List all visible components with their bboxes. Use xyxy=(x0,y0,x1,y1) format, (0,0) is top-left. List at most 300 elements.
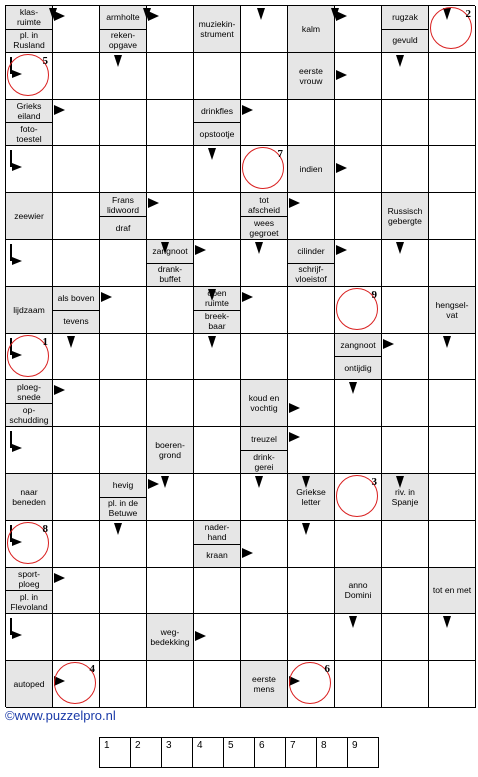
arrow-right-icon xyxy=(289,676,300,686)
grid-cell[interactable] xyxy=(100,380,147,427)
grid-cell[interactable] xyxy=(100,53,147,100)
clue-text: Grieks eiland xyxy=(16,101,42,122)
grid-cell[interactable] xyxy=(241,100,288,147)
grid-cell[interactable] xyxy=(6,53,53,100)
grid-cell[interactable] xyxy=(100,661,147,708)
grid-cell[interactable] xyxy=(288,568,335,615)
clue-text: indien xyxy=(299,164,323,175)
clue-text: sport- ploeg xyxy=(18,569,40,589)
arrow-down-icon xyxy=(302,523,310,535)
clue-text: weg- bedekking xyxy=(150,627,190,648)
arrow-right-icon xyxy=(148,479,159,489)
circle-number: 5 xyxy=(42,54,48,67)
clue-cell xyxy=(6,661,53,708)
grid-cell[interactable] xyxy=(53,521,100,568)
circle-number: 2 xyxy=(465,8,471,20)
grid-cell[interactable] xyxy=(53,6,100,53)
clue-cell xyxy=(6,287,53,334)
arrow-down-icon xyxy=(208,336,216,348)
clue-divider xyxy=(288,263,334,264)
circle-number: 3 xyxy=(371,475,377,488)
grid-cell[interactable] xyxy=(241,474,288,521)
solution-box[interactable] xyxy=(131,738,162,768)
arrow-down-icon xyxy=(161,476,169,488)
clue-text: eerste mens xyxy=(252,674,276,695)
clue-divider xyxy=(6,29,52,30)
clue-text: kraan xyxy=(206,550,228,561)
clue-cell xyxy=(100,193,147,240)
grid-cell[interactable] xyxy=(335,146,382,193)
grid-cell[interactable] xyxy=(194,568,241,615)
grid-cell[interactable] xyxy=(53,427,100,474)
grid-cell[interactable] xyxy=(194,661,241,708)
grid-cell[interactable] xyxy=(241,334,288,381)
clue-cell xyxy=(6,474,53,521)
grid-cell[interactable] xyxy=(100,568,147,615)
clue-text: rugzak xyxy=(392,12,418,23)
arrow-down-icon xyxy=(349,382,357,394)
arrow-right-icon xyxy=(54,105,65,115)
grid-cell[interactable] xyxy=(429,427,476,474)
clue-text: opstootje xyxy=(199,128,235,139)
circle-number: 1 xyxy=(42,335,48,348)
grid-cell[interactable] xyxy=(288,521,335,568)
grid-cell[interactable] xyxy=(6,240,53,287)
grid-cell[interactable] xyxy=(429,53,476,100)
grid-cell[interactable] xyxy=(6,614,53,661)
grid-cell[interactable] xyxy=(241,521,288,568)
solution-box[interactable] xyxy=(286,738,317,768)
arrow-right-icon xyxy=(242,548,253,558)
grid-cell[interactable] xyxy=(53,334,100,381)
arrow-down-icon xyxy=(349,616,357,628)
clue-text: cilinder xyxy=(297,246,325,257)
clue-text: drank- buffet xyxy=(157,264,183,285)
grid-cell[interactable] xyxy=(382,146,429,193)
grid-cell[interactable] xyxy=(147,568,194,615)
clue-divider xyxy=(194,122,240,123)
solution-number: 3 xyxy=(166,740,172,751)
clue-divider xyxy=(53,310,99,311)
clue-cell xyxy=(335,334,382,381)
clue-cell xyxy=(6,6,53,53)
arrow-down-icon xyxy=(396,476,404,488)
grid-cell[interactable] xyxy=(288,287,335,334)
grid-cell[interactable] xyxy=(288,380,335,427)
solution-number: 7 xyxy=(290,740,296,751)
clue-text: op- schudding xyxy=(9,404,49,425)
solution-box[interactable] xyxy=(193,738,224,768)
clue-cell xyxy=(382,6,429,53)
grid-cell[interactable] xyxy=(429,474,476,521)
grid-cell[interactable] xyxy=(100,100,147,147)
grid-cell[interactable] xyxy=(100,614,147,661)
solution-box[interactable] xyxy=(224,738,255,768)
clue-cell xyxy=(429,287,476,334)
arrow-right-icon xyxy=(242,105,253,115)
grid-cell[interactable] xyxy=(335,100,382,147)
grid-cell[interactable] xyxy=(53,53,100,100)
clue-cell xyxy=(241,380,288,427)
clue-text: nader- hand xyxy=(204,522,230,543)
clue-text: riv. in Spanje xyxy=(391,486,419,507)
arrow-down-icon xyxy=(302,476,310,488)
clue-text: als boven xyxy=(57,293,95,304)
arrow-down-icon xyxy=(396,55,404,67)
grid-cell[interactable] xyxy=(429,193,476,240)
clue-text: zangnoot xyxy=(152,246,188,257)
arrow-down-icon xyxy=(161,242,169,254)
clue-cell xyxy=(382,193,429,240)
clue-text: Frans lidwoord xyxy=(106,194,139,215)
grid-cell[interactable] xyxy=(335,474,382,521)
grid-cell[interactable] xyxy=(382,427,429,474)
arrow-down-icon xyxy=(208,289,216,301)
clue-text: wees gegroet xyxy=(249,217,279,238)
arrow-down-icon xyxy=(255,242,263,254)
grid-cell[interactable] xyxy=(194,146,241,193)
grid-cell[interactable] xyxy=(100,427,147,474)
grid-cell[interactable] xyxy=(382,334,429,381)
arrow-down-icon xyxy=(208,148,216,160)
grid-cell[interactable] xyxy=(335,53,382,100)
grid-cell[interactable] xyxy=(194,380,241,427)
clue-text: open ruimte xyxy=(205,288,229,309)
clue-text: treuzel xyxy=(251,433,277,444)
arrow-right-icon xyxy=(336,163,347,173)
grid-cell[interactable] xyxy=(53,614,100,661)
clue-cell xyxy=(6,100,53,147)
grid-cell[interactable] xyxy=(335,240,382,287)
arrow-down-icon xyxy=(443,336,451,348)
solution-box[interactable] xyxy=(100,738,131,768)
clue-text: kalm xyxy=(301,23,321,34)
clue-cell xyxy=(53,287,100,334)
grid-cell[interactable] xyxy=(335,521,382,568)
grid-cell[interactable] xyxy=(53,146,100,193)
grid-cell[interactable] xyxy=(53,380,100,427)
arrow-bent-icon xyxy=(10,338,24,360)
clue-text: drink- gerei xyxy=(253,451,275,472)
clue-text: ontijdig xyxy=(344,362,372,373)
clue-text: breek- baar xyxy=(204,311,230,332)
grid-cell[interactable] xyxy=(429,334,476,381)
clue-divider xyxy=(6,590,52,591)
arrow-right-icon xyxy=(148,198,159,208)
grid-cell[interactable] xyxy=(429,661,476,708)
grid-cell[interactable] xyxy=(382,568,429,615)
solution-number: 1 xyxy=(104,740,110,751)
grid-cell[interactable] xyxy=(147,193,194,240)
clue-text: hengsel- vat xyxy=(435,299,469,320)
arrow-right-icon xyxy=(195,245,206,255)
circle-number: 8 xyxy=(42,522,48,535)
clue-text: gevuld xyxy=(392,35,418,46)
solution-number: 6 xyxy=(259,740,265,751)
arrow-down-icon xyxy=(255,476,263,488)
clue-text: klas- ruimte xyxy=(17,7,41,28)
clue-text: hevig xyxy=(112,480,134,491)
clue-cell xyxy=(429,568,476,615)
grid-cell[interactable] xyxy=(429,521,476,568)
grid-cell[interactable] xyxy=(147,146,194,193)
clue-text: tot en met xyxy=(432,585,472,596)
grid-cell[interactable] xyxy=(335,614,382,661)
circle-number: 7 xyxy=(277,148,283,161)
clue-divider xyxy=(6,122,52,123)
grid-cell[interactable] xyxy=(147,334,194,381)
arrow-down-icon xyxy=(114,55,122,67)
grid-cell[interactable] xyxy=(241,614,288,661)
grid-cell[interactable] xyxy=(6,334,53,381)
grid-cell[interactable] xyxy=(429,100,476,147)
solution-box[interactable] xyxy=(317,738,348,768)
solution-number: 8 xyxy=(321,740,327,751)
clue-cell xyxy=(288,53,335,100)
grid-cell[interactable] xyxy=(147,474,194,521)
arrow-right-icon xyxy=(289,432,300,442)
clue-cell xyxy=(6,568,53,615)
solution-box[interactable] xyxy=(162,738,193,768)
grid-cell[interactable] xyxy=(288,334,335,381)
clue-text: reken- opgave xyxy=(108,30,138,51)
grid-cell[interactable] xyxy=(335,6,382,53)
solution-number: 2 xyxy=(135,740,141,751)
solution-box[interactable] xyxy=(255,738,286,768)
clue-cell xyxy=(147,240,194,287)
clue-cell xyxy=(147,614,194,661)
grid-cell[interactable] xyxy=(382,521,429,568)
arrow-bent-icon xyxy=(10,431,24,453)
grid-cell[interactable] xyxy=(241,53,288,100)
arrow-right-icon xyxy=(54,573,65,583)
clue-text: schrijf- vloeistof xyxy=(295,264,327,285)
grid-cell[interactable] xyxy=(382,614,429,661)
grid-cell[interactable] xyxy=(100,287,147,334)
grid-cell[interactable] xyxy=(241,568,288,615)
grid-cell[interactable] xyxy=(241,240,288,287)
grid-cell[interactable] xyxy=(6,521,53,568)
grid-cell[interactable] xyxy=(53,193,100,240)
arrow-right-icon xyxy=(336,245,347,255)
grid-cell[interactable] xyxy=(194,53,241,100)
clue-cell xyxy=(288,474,335,521)
grid-cell[interactable] xyxy=(147,287,194,334)
clue-divider xyxy=(382,29,428,30)
grid-cell[interactable] xyxy=(335,380,382,427)
grid-cell[interactable] xyxy=(194,334,241,381)
grid-cell[interactable] xyxy=(429,380,476,427)
grid-cell[interactable] xyxy=(288,193,335,240)
grid-cell[interactable] xyxy=(194,614,241,661)
clue-cell xyxy=(194,100,241,147)
clue-divider xyxy=(194,310,240,311)
clue-cell xyxy=(241,193,288,240)
arrow-right-icon xyxy=(54,385,65,395)
grid-cell[interactable] xyxy=(335,193,382,240)
arrow-right-icon xyxy=(289,403,300,413)
clue-text: Russisch gebergte xyxy=(387,206,423,227)
arrow-down-icon xyxy=(114,523,122,535)
clue-text: koud en vochtig xyxy=(248,393,280,414)
clue-cell xyxy=(100,474,147,521)
circle-number: 6 xyxy=(324,663,330,676)
clue-text: drinkfles xyxy=(201,106,233,117)
clue-cell xyxy=(382,474,429,521)
arrow-right-icon xyxy=(289,198,300,208)
arrow-bent-icon xyxy=(10,150,24,172)
clue-cell xyxy=(241,661,288,708)
grid-cell[interactable] xyxy=(429,6,476,53)
grid-cell[interactable] xyxy=(147,661,194,708)
arrow-right-icon xyxy=(336,70,347,80)
arrow-down-icon xyxy=(49,8,57,20)
clue-cell xyxy=(241,427,288,474)
clue-text: pl. in Rusland xyxy=(13,30,45,51)
grid-cell[interactable] xyxy=(147,53,194,100)
solution-number: 9 xyxy=(352,740,358,751)
clue-divider xyxy=(147,263,193,264)
arrow-bent-icon xyxy=(10,618,24,640)
clue-text: boeren- grond xyxy=(155,440,185,461)
grid-cell[interactable] xyxy=(335,287,382,334)
grid-cell[interactable] xyxy=(147,521,194,568)
grid-cell[interactable] xyxy=(53,474,100,521)
grid-cell[interactable] xyxy=(100,334,147,381)
grid-cell[interactable] xyxy=(382,661,429,708)
arrow-right-icon xyxy=(54,676,65,686)
arrow-right-icon xyxy=(195,631,206,641)
grid-cell[interactable] xyxy=(335,661,382,708)
clue-text: ploeg- snede xyxy=(17,381,41,402)
grid-cell[interactable] xyxy=(147,100,194,147)
grid-cell[interactable] xyxy=(194,240,241,287)
grid-cell[interactable] xyxy=(100,240,147,287)
grid-cell[interactable] xyxy=(6,146,53,193)
clue-text: draf xyxy=(115,222,131,233)
clue-text: Griekse letter xyxy=(296,486,326,507)
grid-cell[interactable] xyxy=(241,146,288,193)
arrow-down-icon xyxy=(396,242,404,254)
grid-cell[interactable] xyxy=(53,568,100,615)
solution-number: 5 xyxy=(228,740,234,751)
clue-text: lijdzaam xyxy=(13,304,45,315)
clue-divider xyxy=(100,29,146,30)
grid-cell[interactable] xyxy=(194,427,241,474)
clue-cell xyxy=(100,6,147,53)
solution-box[interactable] xyxy=(348,738,379,768)
clue-text: zangnoot xyxy=(340,340,376,351)
clue-text: anno Domini xyxy=(344,580,372,601)
grid-cell[interactable] xyxy=(147,380,194,427)
clue-cell xyxy=(288,6,335,53)
grid-cell[interactable] xyxy=(429,614,476,661)
clue-text: autoped xyxy=(13,679,45,690)
clue-divider xyxy=(194,544,240,545)
clue-divider xyxy=(100,216,146,217)
circle-number: 9 xyxy=(371,288,377,301)
clue-divider xyxy=(241,450,287,451)
clue-cell xyxy=(6,380,53,427)
grid-cell[interactable] xyxy=(194,474,241,521)
grid-cell[interactable] xyxy=(382,240,429,287)
grid-cell[interactable] xyxy=(100,521,147,568)
clue-text: muziekin- strument xyxy=(198,18,236,39)
clue-text: armholte xyxy=(106,12,140,23)
clue-text: zeewier xyxy=(14,211,44,222)
clue-cell xyxy=(194,521,241,568)
arrow-down-icon xyxy=(143,8,151,20)
grid-cell[interactable] xyxy=(382,287,429,334)
solution-row xyxy=(99,737,379,768)
grid-cell[interactable] xyxy=(382,380,429,427)
clue-divider xyxy=(241,216,287,217)
clue-cell xyxy=(147,427,194,474)
arrow-down-icon xyxy=(331,8,339,20)
grid-cell[interactable] xyxy=(429,240,476,287)
arrow-bent-icon xyxy=(10,57,24,79)
clue-cell xyxy=(288,146,335,193)
grid-cell[interactable] xyxy=(53,100,100,147)
grid-cell[interactable] xyxy=(100,146,147,193)
grid-cell[interactable] xyxy=(382,53,429,100)
grid-cell[interactable] xyxy=(194,193,241,240)
arrow-down-icon xyxy=(443,616,451,628)
grid-cell[interactable] xyxy=(241,6,288,53)
arrow-bent-icon xyxy=(10,244,24,266)
clue-text: tevens xyxy=(63,316,89,327)
clue-cell xyxy=(194,287,241,334)
grid-cell[interactable] xyxy=(53,240,100,287)
grid-cell[interactable] xyxy=(382,100,429,147)
arrow-right-icon xyxy=(242,292,253,302)
clue-divider xyxy=(335,356,381,357)
grid-cell[interactable] xyxy=(288,100,335,147)
circle-number: 4 xyxy=(89,663,95,676)
solution-number: 4 xyxy=(197,740,203,751)
grid-cell[interactable] xyxy=(53,661,100,708)
arrow-right-icon xyxy=(101,292,112,302)
clue-cell xyxy=(194,6,241,53)
clue-text: pl. in de Betuwe xyxy=(107,498,139,519)
arrow-bent-icon xyxy=(10,525,24,547)
clue-text: naar beneden xyxy=(12,486,46,507)
grid-cell[interactable] xyxy=(241,287,288,334)
grid-cell[interactable] xyxy=(288,614,335,661)
grid-cell[interactable] xyxy=(429,146,476,193)
grid-cell[interactable] xyxy=(335,427,382,474)
clue-text: tot afscheid xyxy=(247,194,280,215)
grid-cell[interactable] xyxy=(288,427,335,474)
grid-cell[interactable] xyxy=(6,427,53,474)
clue-cell xyxy=(6,193,53,240)
clue-cell xyxy=(288,240,335,287)
grid-cell[interactable] xyxy=(288,661,335,708)
arrow-down-icon xyxy=(257,8,265,20)
clue-text: pl. in Flevoland xyxy=(10,591,48,612)
grid-cell[interactable] xyxy=(147,6,194,53)
arrow-down-icon xyxy=(67,336,75,348)
arrow-right-icon xyxy=(383,339,394,349)
clue-text: eerste vrouw xyxy=(299,65,323,86)
crossword-grid xyxy=(5,5,475,707)
clue-divider xyxy=(6,403,52,404)
clue-divider xyxy=(100,497,146,498)
arrow-down-icon xyxy=(443,8,451,20)
clue-text: foto- toestel xyxy=(16,123,42,144)
copyright-footer: ©www.puzzelpro.nl xyxy=(5,708,116,723)
clue-cell xyxy=(335,568,382,615)
